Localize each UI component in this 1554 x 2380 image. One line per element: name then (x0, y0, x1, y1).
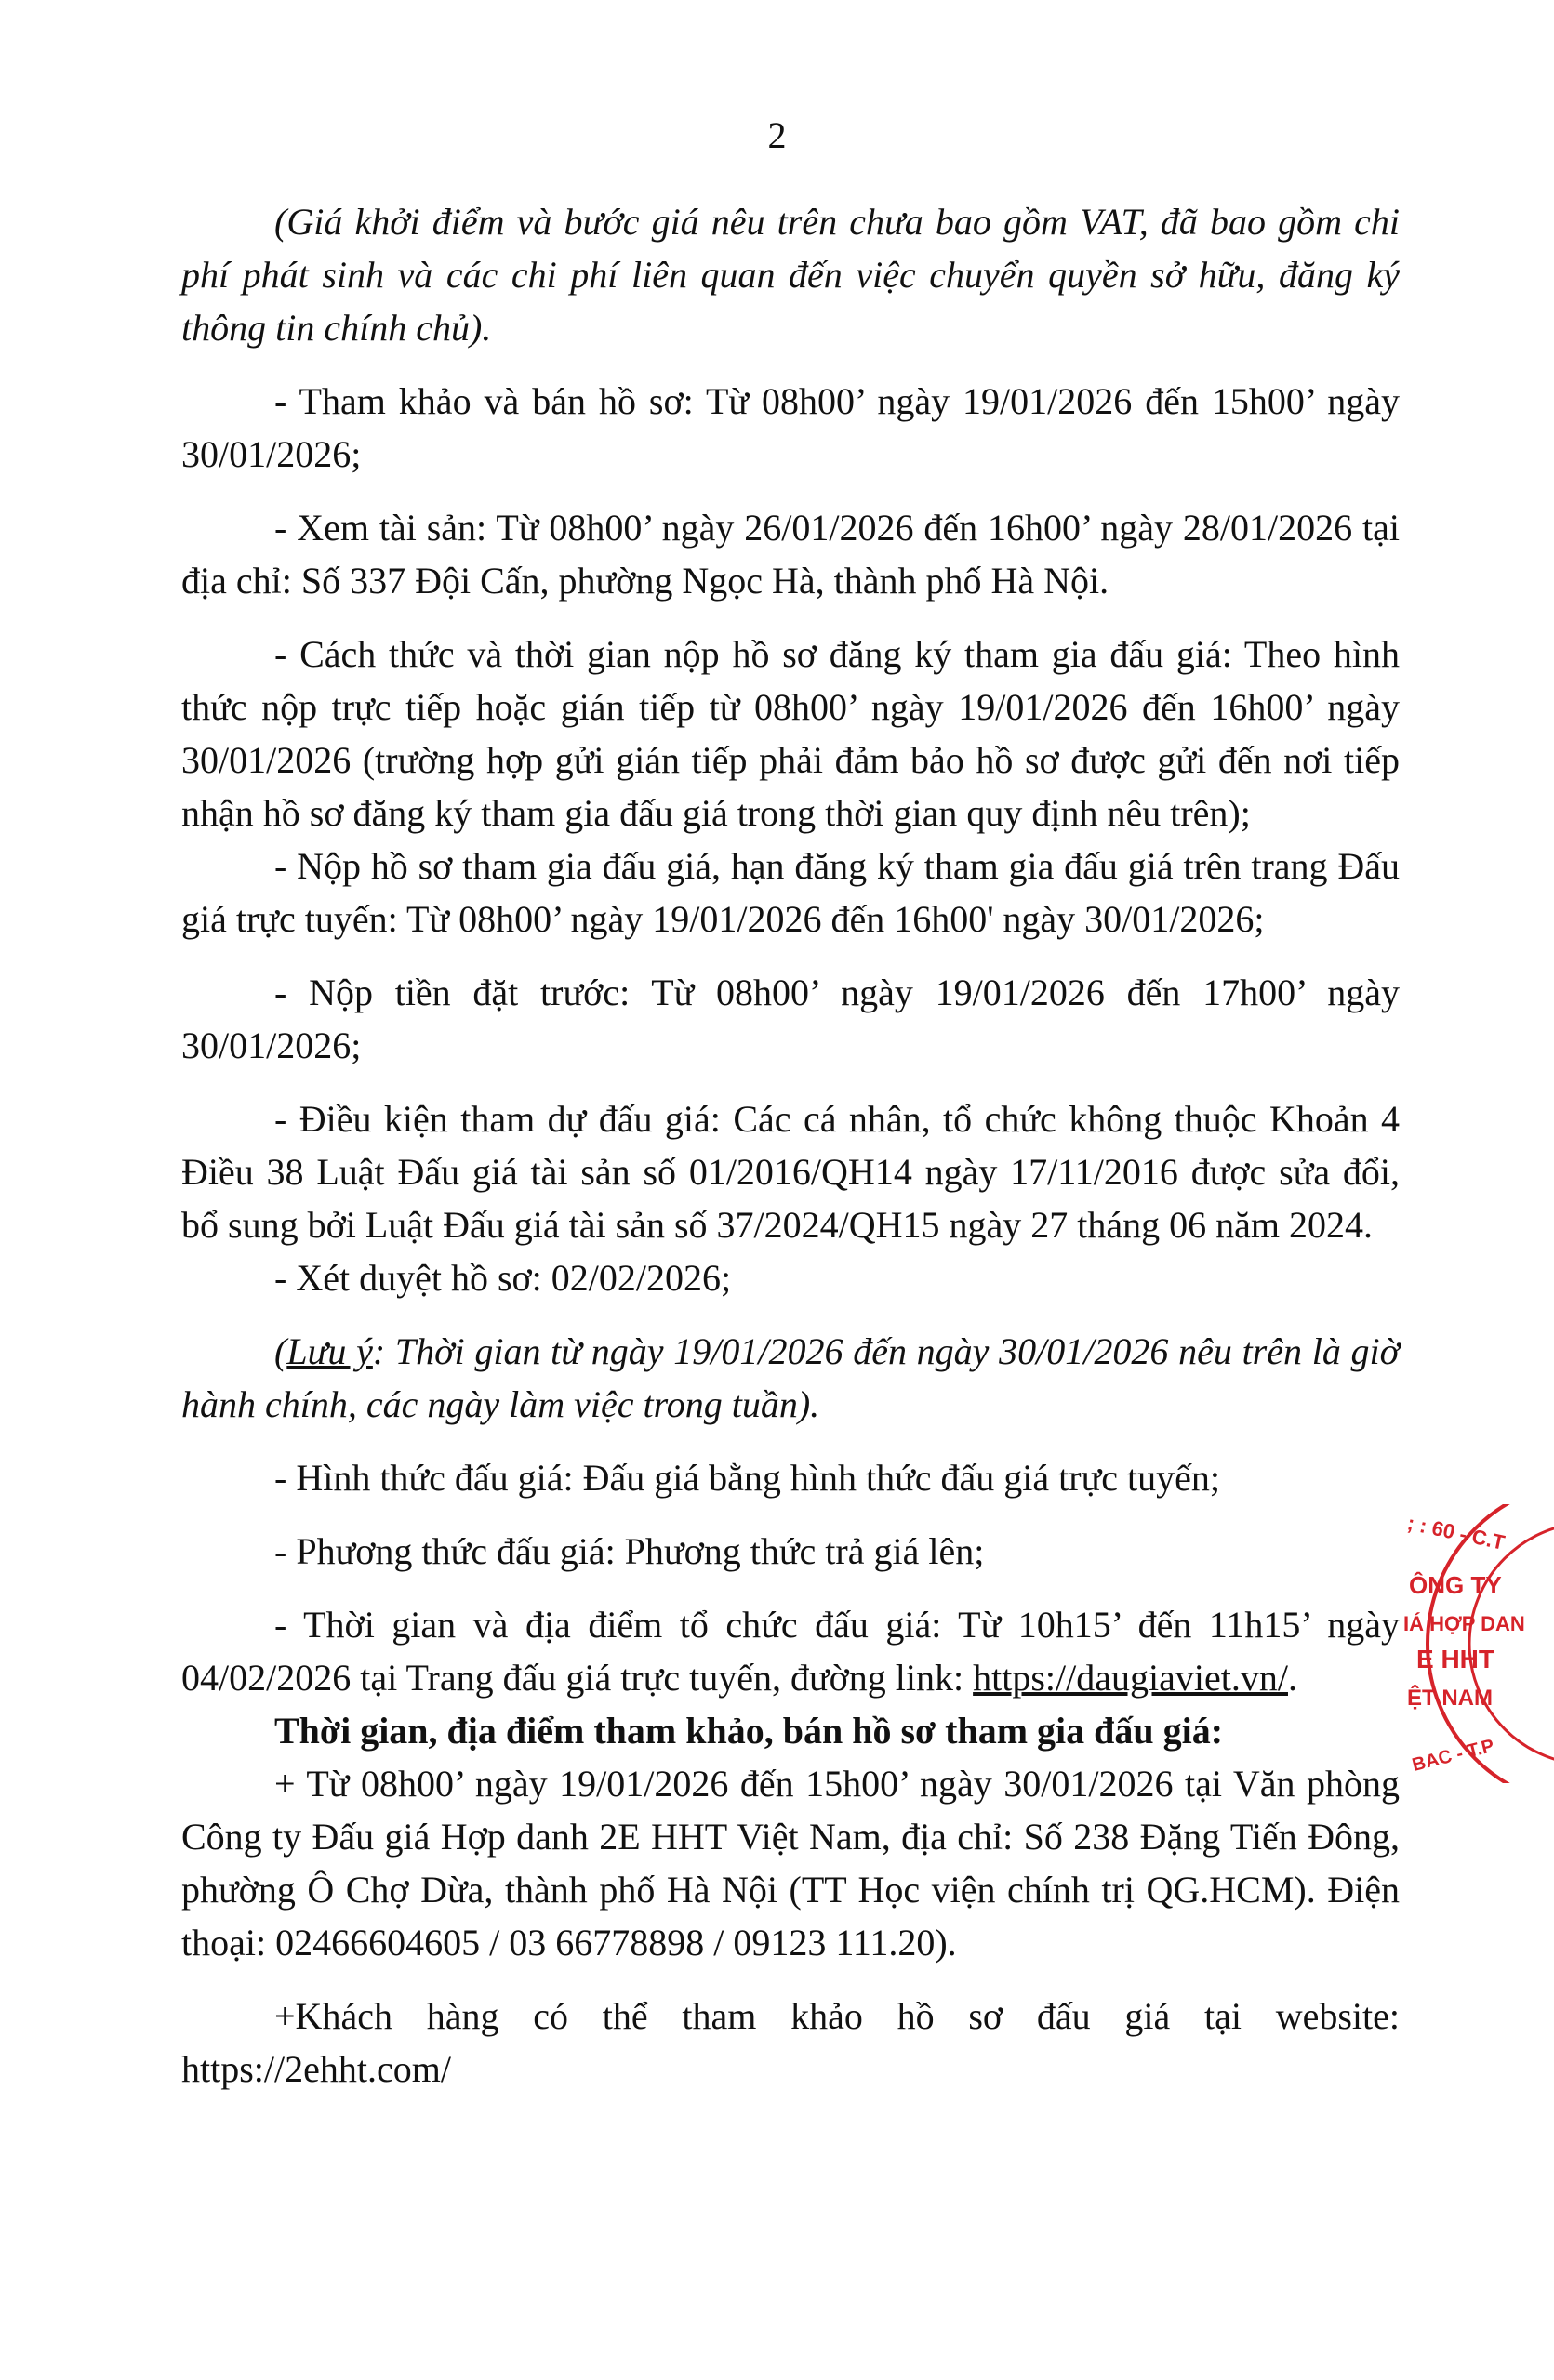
view-asset-paragraph: - Xem tài sản: Từ 08h00’ ngày 26/01/2026 đến 16h00’ ngày 28/01/2026 tại địa chỉ: Số 337 Đội Cấn, phường Ngọc Hà, thành phố Hà Nội. (181, 507, 1400, 602)
stamp-bottom-text: BAC - T.P (1410, 1735, 1496, 1776)
conditions-paragraph: - Điều kiện tham dự đấu giá: Các cá nhân, tổ chức không thuộc Khoản 4 Điều 38 Luật Đấu giá tài sản số 01/2016/QH14 ngày 17/11/2016 được sửa đổi, bổ sung bởi Luật Đấu giá tài sản số 37/2024/QH15 ngày 27 tháng 06 năm 2024. (181, 1098, 1400, 1246)
company-stamp (1400, 1504, 1554, 1783)
note-label: Lưu ý (286, 1330, 373, 1372)
note-open-paren: ( (274, 1330, 287, 1372)
auction-time-paragraph (181, 1598, 1400, 1704)
submit-method-paragraph: - Cách thức và thời gian nộp hồ sơ đăng ký tham gia đấu giá: Theo hình thức nộp trực tiếp hoặc gián tiếp từ 08h00’ ngày 19/01/2026 đến 16h00’ ngày 30/01/2026 (trường hợp gửi gián tiếp phải đảm bảo hồ sơ được gửi đến nơi tiếp nhận hồ sơ đăng ký tham gia đấu giá trong thời gian quy định nêu trên); (181, 633, 1400, 834)
reference-sale-paragraph: - Tham khảo và bán hồ sơ: Từ 08h00’ ngày 19/01/2026 đến 15h00’ ngày 30/01/2026; (181, 380, 1400, 475)
stamp-line-4: ỆT NAM (1407, 1686, 1493, 1711)
price-note-paragraph: (Giá khởi điểm và bước giá nêu trên chưa bao gồm VAT, đã bao gồm chi phí phát sinh và các chi phí liên quan đến việc chuyển quyền sở hữu, đăng ký thông tin chính chủ). (181, 201, 1400, 349)
stamp-inner-ring (1469, 1523, 1554, 1765)
office-info-paragraph: + Từ 08h00’ ngày 19/01/2026 đến 15h00’ ngày 30/01/2026 tại Văn phòng Công ty Đấu giá Hợp danh 2E HHT Việt Nam, địa chỉ: Số 238 Đặng Tiến Đông, phường Ô Chợ Dừa, thành phố Hà Nội (TT Học viện chính trị QG.HCM). Điện thoại: 02466604605 / 03 66778898 / 09123 111.20). (181, 1763, 1400, 1964)
stamp-line-1: ÔNG TY (1409, 1571, 1502, 1599)
auction-method-paragraph: - Phương thức đấu giá: Phương thức trả giá lên; (274, 1530, 985, 1572)
auction-time-suffix: . (1287, 1657, 1297, 1699)
stamp-line-2: IÁ HỢP DAN (1403, 1612, 1525, 1635)
review-paragraph: - Xét duyệt hồ sơ: 02/02/2026; (274, 1257, 732, 1299)
page-number: 2 (767, 114, 787, 156)
time-note-paragraph (181, 1325, 1400, 1431)
stamp-line-3: E HHT (1416, 1645, 1494, 1673)
stamp-top-text: ; : 60 - C.T (1405, 1511, 1508, 1554)
reference-heading: Thời gian, địa điểm tham khảo, bán hồ sơ tham gia đấu giá: (274, 1710, 1224, 1752)
auction-time-text: - Thời gian và địa điểm tổ chức đấu giá: Từ 10h15’ đến 11h15’ ngày 04/02/2026 tại Trang đấu giá trực tuyến, đường link: (181, 1604, 1400, 1699)
auction-form-paragraph: - Hình thức đấu giá: Đấu giá bằng hình thức đấu giá trực tuyến; (274, 1457, 1220, 1499)
company-stamp-graphic (1400, 1504, 1554, 1783)
document-body (181, 195, 1400, 2096)
website-info-paragraph: +Khách hàng có thể tham khảo hồ sơ đấu giá tại website: https://2ehht.com/ (181, 1995, 1400, 2090)
note-time-text: : Thời gian từ ngày 19/01/2026 đến ngày 30/01/2026 nêu trên là giờ hành chính, các ngày làm việc trong tuần). (181, 1330, 1401, 1425)
deposit-paragraph: - Nộp tiền đặt trước: Từ 08h00’ ngày 19/01/2026 đến 17h00’ ngày 30/01/2026; (181, 972, 1400, 1066)
auction-link[interactable]: https://daugiaviet.vn/ (973, 1657, 1288, 1699)
online-register-paragraph: - Nộp hồ sơ tham gia đấu giá, hạn đăng ký tham gia đấu giá trên trang Đấu giá trực tuyến: Từ 08h00’ ngày 19/01/2026 đến 16h00' ngày 30/01/2026; (181, 845, 1400, 940)
